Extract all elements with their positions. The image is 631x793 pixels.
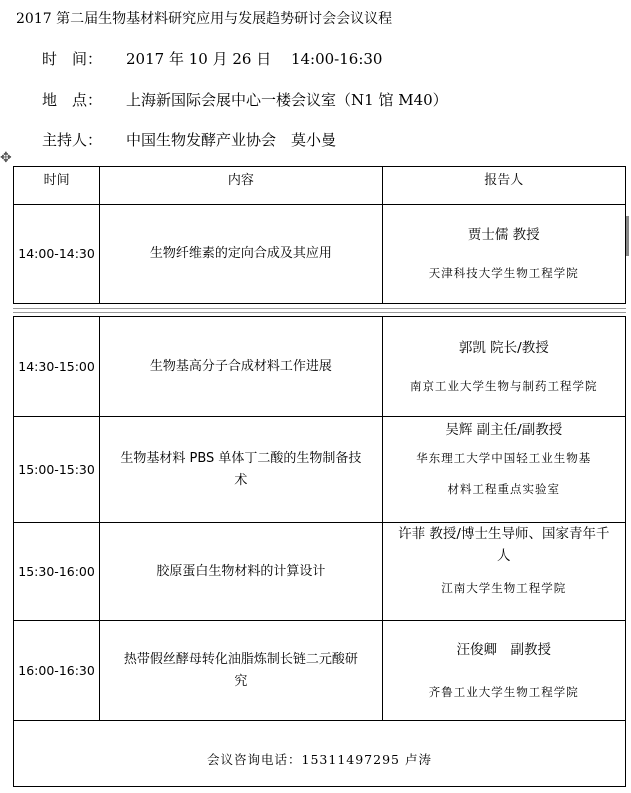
table-footer-row <box>14 721 626 787</box>
row-speaker-cell <box>382 317 625 417</box>
content-line: 热带假丝酵母转化油脂炼制长链二元酸研 <box>123 651 358 667</box>
info-time-value: 2017 年 10 月 26 日 14:00-16:30 <box>126 50 383 68</box>
footer-cell <box>14 721 626 787</box>
row-content <box>100 205 382 304</box>
table-row <box>14 523 626 621</box>
table-move-handle-icon[interactable]: ✥ <box>0 150 12 166</box>
table-row <box>14 205 626 304</box>
speaker-name: 人 <box>497 548 511 564</box>
speaker-affiliation: 齐鲁工业大学生物工程学院 <box>428 684 579 699</box>
speaker-name: 贾士儒 教授 <box>467 227 540 243</box>
table-row <box>14 317 626 417</box>
contact-phone-text: 会议咨询电话：15311497295 卢涛 <box>207 752 432 767</box>
speaker-name: 汪俊卿 副教授 <box>456 641 552 658</box>
scrollbar-marker[interactable] <box>626 216 629 256</box>
speaker-affiliation: 南京工业大学生物与制药工程学院 <box>410 378 598 393</box>
content-line: 究 <box>234 673 248 689</box>
content-line: 术 <box>234 472 248 488</box>
row-time: 15:30-16:00 <box>14 523 100 621</box>
row-time: 14:00-14:30 <box>14 205 100 304</box>
header-time: 时间 <box>14 167 100 205</box>
agenda-table-bottom <box>13 316 626 787</box>
info-line-host <box>42 129 336 150</box>
row-speaker-cell <box>382 205 625 304</box>
content-line: 生物基高分子合成材料工作进展 <box>149 358 332 374</box>
info-time-label: 时 间： <box>42 50 103 68</box>
header-speaker: 报告人 <box>382 167 625 205</box>
speaker-name: 许菲 教授/博士生导师、国家青年千 <box>398 526 610 542</box>
row-content <box>100 621 382 721</box>
row-speaker-cell <box>382 417 625 523</box>
info-host-value: 中国生物发酵产业协会 莫小曼 <box>126 131 337 149</box>
content-line: 胶原蛋白生物材料的计算设计 <box>156 563 326 579</box>
speaker-affiliation: 天津科技大学生物工程学院 <box>428 266 579 280</box>
row-time: 14:30-15:00 <box>14 317 100 417</box>
row-content <box>100 523 382 621</box>
content-line: 生物基材料 PBS 单体丁二酸的生物制备技 <box>120 450 362 466</box>
table-row <box>14 417 626 523</box>
info-location-value: 上海新国际会展中心一楼会议室（N1 馆 M40） <box>126 91 448 109</box>
row-content <box>100 317 382 417</box>
info-host-label: 主持人： <box>42 131 103 149</box>
speaker-name: 郭凯 院长/教授 <box>458 339 549 356</box>
row-content <box>100 417 382 523</box>
header-content: 内容 <box>100 167 382 205</box>
agenda-table-top <box>13 166 626 304</box>
info-line-location <box>42 89 448 110</box>
page-break-line <box>13 308 626 309</box>
table-header-row <box>14 167 626 205</box>
row-time: 15:00-15:30 <box>14 417 100 523</box>
content-line: 生物纤维素的定向合成及其应用 <box>149 246 332 261</box>
speaker-name: 吴辉 副主任/副教授 <box>445 422 563 438</box>
info-location-label: 地 点： <box>42 91 103 109</box>
row-speaker-cell <box>382 523 625 621</box>
row-time: 16:00-16:30 <box>14 621 100 721</box>
document-title: 2017 第二届生物基材料研究应用与发展趋势研讨会会议议程 <box>16 11 393 27</box>
speaker-affiliation: 江南大学生物工程学院 <box>441 581 567 595</box>
speaker-affiliation: 华东理工大学中国轻工业生物基 <box>416 451 592 465</box>
row-speaker-cell <box>382 621 625 721</box>
speaker-affiliation: 材料工程重点实验室 <box>447 482 561 496</box>
table-row <box>14 621 626 721</box>
page-break-line <box>13 312 626 313</box>
info-line-time <box>42 48 382 69</box>
